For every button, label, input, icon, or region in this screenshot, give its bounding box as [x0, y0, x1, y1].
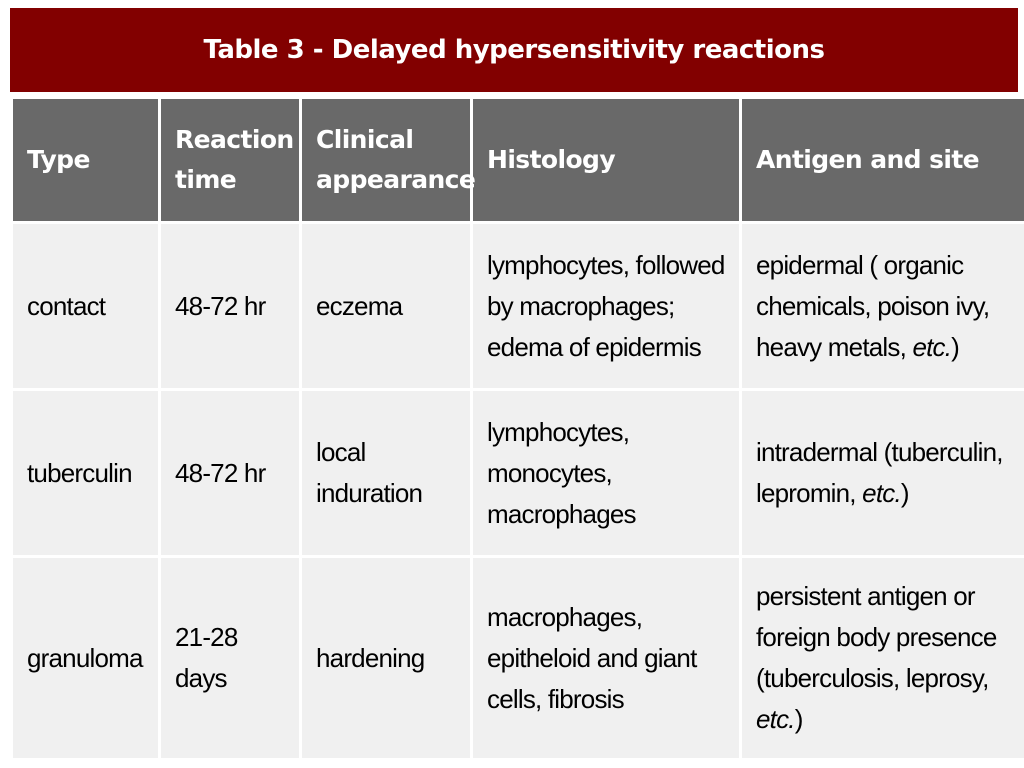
cell-antigen-and-site [742, 558, 1024, 758]
cell-type: tuberculin [13, 391, 158, 555]
cell-histology: lymphocytes, followed by macrophages; edema of epidermis [473, 224, 739, 388]
antigen-text: persistent antigen or foreign body presence (tuberculosis, leprosy, [756, 581, 997, 693]
cell-antigen-and-site [742, 391, 1024, 555]
column-header-antigen-and-site: Antigen and site [742, 99, 1024, 221]
antigen-etc: etc. [912, 331, 952, 362]
antigen-etc: etc. [756, 704, 795, 734]
cell-histology: macrophages, epitheloid and giant cells, fibrosis [473, 558, 739, 758]
column-header-reaction-time: Reaction time [161, 99, 299, 221]
table-row [13, 558, 1024, 758]
antigen-text: intradermal (tuberculin, lepromin, [756, 437, 1003, 508]
cell-type: contact [13, 224, 158, 388]
column-header-type: Type [13, 99, 158, 221]
cell-clinical-appearance: eczema [302, 224, 470, 388]
table-title: Table 3 - Delayed hypersensitivity reactions [10, 8, 1018, 92]
cell-clinical-appearance: hardening [302, 558, 470, 758]
cell-reaction-time: 48-72 hr [161, 391, 299, 555]
antigen-close: ) [794, 704, 803, 734]
hypersensitivity-table [10, 96, 1024, 761]
antigen-etc: etc. [862, 478, 901, 508]
cell-clinical-appearance: local induration [302, 391, 470, 555]
table-row [13, 391, 1024, 555]
cell-antigen-and-site [742, 224, 1024, 388]
cell-histology: lymphocytes, monocytes, macrophages [473, 391, 739, 555]
antigen-close: ) [951, 331, 960, 362]
cell-reaction-time: 48-72 hr [161, 224, 299, 388]
column-header-clinical-appearance: Clinical appearance [302, 99, 470, 221]
table-row [13, 224, 1024, 388]
cell-reaction-time: 21-28 days [161, 558, 299, 758]
cell-type: granuloma [13, 558, 158, 758]
slide-frame [8, 8, 1018, 762]
header-row [13, 99, 1024, 221]
antigen-close: ) [900, 478, 909, 508]
column-header-histology: Histology [473, 99, 739, 221]
antigen-text: epidermal ( organic chemicals, poison ivy, heavy metals, [756, 249, 990, 362]
